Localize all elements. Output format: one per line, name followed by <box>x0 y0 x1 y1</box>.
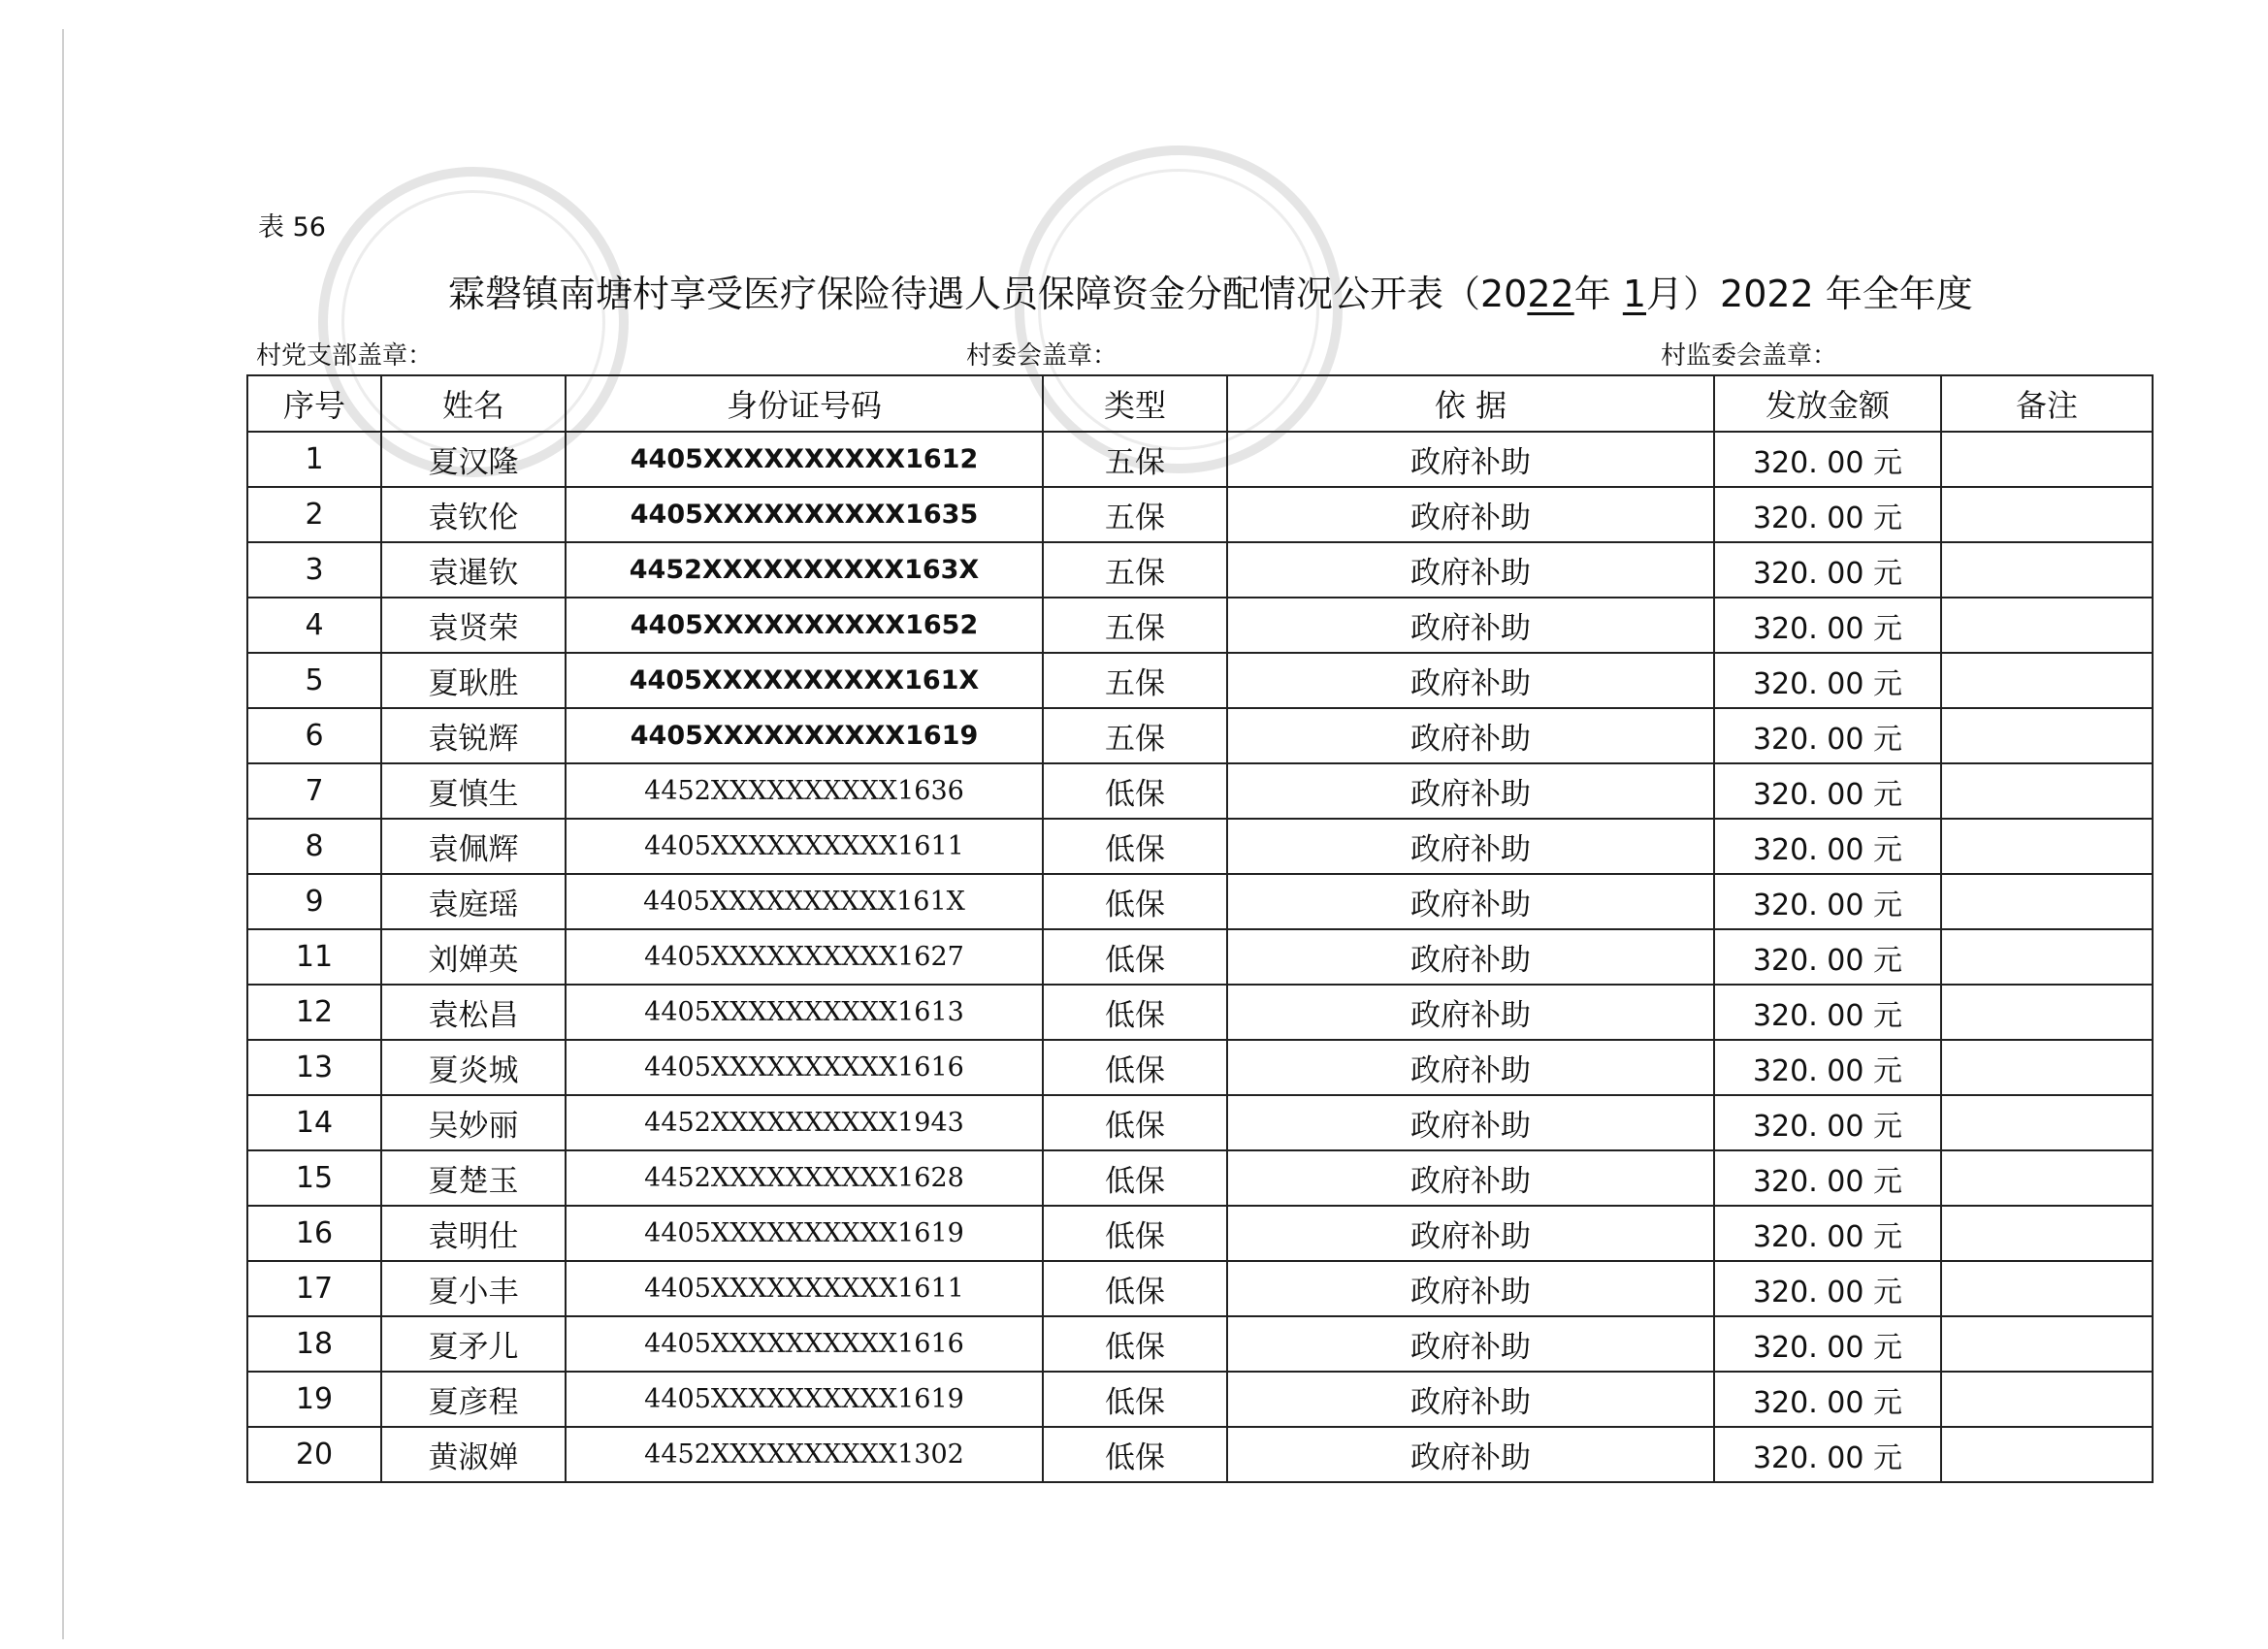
cell-basis: 政府补助 <box>1227 1316 1714 1372</box>
cell-id: 4452XXXXXXXXXX1636 <box>566 763 1043 819</box>
cell-id: 4405XXXXXXXXXX1619 <box>566 1372 1043 1427</box>
cell-note <box>1941 763 2153 819</box>
cell-no: 9 <box>247 874 381 929</box>
cell-amount: 320. 00 元 <box>1714 985 1941 1040</box>
cell-note <box>1941 819 2153 874</box>
table-row <box>247 1372 2153 1427</box>
cell-no: 2 <box>247 487 381 542</box>
header-basis: 依 据 <box>1227 375 1714 432</box>
cell-type: 低保 <box>1043 1427 1227 1482</box>
cell-type: 低保 <box>1043 1261 1227 1316</box>
cell-id: 4405XXXXXXXXXX1611 <box>566 819 1043 874</box>
cell-type: 低保 <box>1043 1095 1227 1150</box>
cell-amount: 320. 00 元 <box>1714 1095 1941 1150</box>
cell-name: 夏汉隆 <box>381 432 566 487</box>
cell-type: 低保 <box>1043 1372 1227 1427</box>
cell-name: 袁明仕 <box>381 1206 566 1261</box>
cell-basis: 政府补助 <box>1227 985 1714 1040</box>
cell-name: 夏慎生 <box>381 763 566 819</box>
cell-note <box>1941 1427 2153 1482</box>
cell-basis: 政府补助 <box>1227 432 1714 487</box>
table-row <box>247 1427 2153 1482</box>
title-year-unit: 年 <box>1573 273 1611 315</box>
cell-name: 吴妙丽 <box>381 1095 566 1150</box>
cell-type: 低保 <box>1043 874 1227 929</box>
cell-basis: 政府补助 <box>1227 819 1714 874</box>
cell-basis: 政府补助 <box>1227 874 1714 929</box>
cell-no: 17 <box>247 1261 381 1316</box>
header-amount: 发放金额 <box>1714 375 1941 432</box>
cell-no: 8 <box>247 819 381 874</box>
cell-amount: 320. 00 元 <box>1714 542 1941 598</box>
cell-basis: 政府补助 <box>1227 653 1714 708</box>
cell-no: 3 <box>247 542 381 598</box>
title-month-underlined: 1 <box>1622 273 1647 315</box>
cell-name: 夏小丰 <box>381 1261 566 1316</box>
cell-note <box>1941 1372 2153 1427</box>
cell-type: 五保 <box>1043 653 1227 708</box>
cell-no: 12 <box>247 985 381 1040</box>
document-title <box>448 264 1973 317</box>
table-row <box>247 1206 2153 1261</box>
cell-type: 低保 <box>1043 1206 1227 1261</box>
cell-type: 低保 <box>1043 763 1227 819</box>
cell-note <box>1941 598 2153 653</box>
cell-name: 刘婵英 <box>381 929 566 985</box>
cell-id: 4405XXXXXXXXXX1652 <box>566 598 1043 653</box>
table-row <box>247 1261 2153 1316</box>
table-row <box>247 487 2153 542</box>
table-row <box>247 1150 2153 1206</box>
cell-amount: 320. 00 元 <box>1714 708 1941 763</box>
cell-id: 4405XXXXXXXXXX1616 <box>566 1316 1043 1372</box>
cell-basis: 政府补助 <box>1227 1150 1714 1206</box>
cell-name: 袁钦伦 <box>381 487 566 542</box>
cell-type: 低保 <box>1043 1040 1227 1095</box>
title-tail: 月）2022 年全年度 <box>1646 273 1973 315</box>
cell-amount: 320. 00 元 <box>1714 819 1941 874</box>
cell-no: 4 <box>247 598 381 653</box>
cell-name: 袁庭瑶 <box>381 874 566 929</box>
cell-id: 4405XXXXXXXXXX1612 <box>566 432 1043 487</box>
table-row <box>247 985 2153 1040</box>
cell-basis: 政府补助 <box>1227 1206 1714 1261</box>
header-no: 序号 <box>247 375 381 432</box>
table-row <box>247 708 2153 763</box>
cell-basis: 政府补助 <box>1227 708 1714 763</box>
header-type: 类型 <box>1043 375 1227 432</box>
cell-type: 五保 <box>1043 542 1227 598</box>
table-row <box>247 542 2153 598</box>
cell-note <box>1941 929 2153 985</box>
cell-no: 7 <box>247 763 381 819</box>
cell-amount: 320. 00 元 <box>1714 1427 1941 1482</box>
table-row <box>247 432 2153 487</box>
cell-note <box>1941 1261 2153 1316</box>
cell-id: 4405XXXXXXXXXX161X <box>566 874 1043 929</box>
cell-note <box>1941 874 2153 929</box>
cell-id: 4405XXXXXXXXXX1619 <box>566 708 1043 763</box>
cell-name: 黄淑婵 <box>381 1427 566 1482</box>
cell-type: 五保 <box>1043 432 1227 487</box>
cell-basis: 政府补助 <box>1227 542 1714 598</box>
cell-name: 夏耿胜 <box>381 653 566 708</box>
cell-amount: 320. 00 元 <box>1714 487 1941 542</box>
cell-amount: 320. 00 元 <box>1714 929 1941 985</box>
cell-id: 4452XXXXXXXXXX1943 <box>566 1095 1043 1150</box>
header-note: 备注 <box>1941 375 2153 432</box>
table-header <box>247 375 2153 432</box>
cell-no: 6 <box>247 708 381 763</box>
cell-type: 低保 <box>1043 1316 1227 1372</box>
table-row <box>247 1040 2153 1095</box>
title-year-underlined: 22 <box>1527 273 1574 315</box>
cell-note <box>1941 1206 2153 1261</box>
cell-type: 五保 <box>1043 708 1227 763</box>
cell-name: 夏彦程 <box>381 1372 566 1427</box>
cell-type: 低保 <box>1043 1150 1227 1206</box>
cell-type: 低保 <box>1043 929 1227 985</box>
cell-note <box>1941 1316 2153 1372</box>
table-row <box>247 598 2153 653</box>
party-branch-seal-label: 村党支部盖章： <box>256 341 434 371</box>
cell-amount: 320. 00 元 <box>1714 432 1941 487</box>
cell-basis: 政府补助 <box>1227 598 1714 653</box>
cell-name: 袁佩辉 <box>381 819 566 874</box>
table-row <box>247 1316 2153 1372</box>
title-lead: 霖磐镇南塘村享受医疗保险待遇人员保障资金分配情况公开表（20 <box>448 273 1528 315</box>
cell-amount: 320. 00 元 <box>1714 653 1941 708</box>
cell-note <box>1941 708 2153 763</box>
cell-id: 4452XXXXXXXXXX163X <box>566 542 1043 598</box>
cell-amount: 320. 00 元 <box>1714 763 1941 819</box>
cell-no: 20 <box>247 1427 381 1482</box>
cell-note <box>1941 985 2153 1040</box>
cell-amount: 320. 00 元 <box>1714 598 1941 653</box>
table-row <box>247 874 2153 929</box>
cell-basis: 政府补助 <box>1227 929 1714 985</box>
header-name: 姓名 <box>381 375 566 432</box>
table-row <box>247 1095 2153 1150</box>
village-committee-seal-label: 村委会盖章： <box>966 341 1118 371</box>
cell-id: 4405XXXXXXXXXX1627 <box>566 929 1043 985</box>
cell-name: 袁贤荣 <box>381 598 566 653</box>
cell-amount: 320. 00 元 <box>1714 1206 1941 1261</box>
cell-no: 5 <box>247 653 381 708</box>
cell-note <box>1941 1095 2153 1150</box>
cell-no: 13 <box>247 1040 381 1095</box>
cell-no: 1 <box>247 432 381 487</box>
cell-type: 低保 <box>1043 819 1227 874</box>
cell-id: 4452XXXXXXXXXX1628 <box>566 1150 1043 1206</box>
cell-name: 夏楚玉 <box>381 1150 566 1206</box>
cell-id: 4405XXXXXXXXXX1616 <box>566 1040 1043 1095</box>
table-row <box>247 929 2153 985</box>
cell-name: 袁锐辉 <box>381 708 566 763</box>
cell-note <box>1941 432 2153 487</box>
table-row <box>247 763 2153 819</box>
table-row <box>247 819 2153 874</box>
scan-edge-line <box>62 29 64 1639</box>
cell-id: 4405XXXXXXXXXX161X <box>566 653 1043 708</box>
cell-no: 19 <box>247 1372 381 1427</box>
cell-basis: 政府补助 <box>1227 1372 1714 1427</box>
table-number: 表 56 <box>258 212 326 242</box>
cell-type: 五保 <box>1043 487 1227 542</box>
cell-basis: 政府补助 <box>1227 487 1714 542</box>
cell-no: 11 <box>247 929 381 985</box>
cell-note <box>1941 542 2153 598</box>
cell-type: 低保 <box>1043 985 1227 1040</box>
table-row <box>247 653 2153 708</box>
header-row <box>247 375 2153 432</box>
cell-amount: 320. 00 元 <box>1714 1316 1941 1372</box>
cell-name: 袁松昌 <box>381 985 566 1040</box>
cell-note <box>1941 653 2153 708</box>
cell-name: 袁暹钦 <box>381 542 566 598</box>
cell-name: 夏炎城 <box>381 1040 566 1095</box>
cell-basis: 政府补助 <box>1227 1095 1714 1150</box>
header-id: 身份证号码 <box>566 375 1043 432</box>
cell-id: 4452XXXXXXXXXX1302 <box>566 1427 1043 1482</box>
cell-id: 4405XXXXXXXXXX1635 <box>566 487 1043 542</box>
cell-no: 15 <box>247 1150 381 1206</box>
cell-note <box>1941 487 2153 542</box>
cell-no: 18 <box>247 1316 381 1372</box>
cell-no: 16 <box>247 1206 381 1261</box>
cell-amount: 320. 00 元 <box>1714 874 1941 929</box>
supervision-committee-seal-label: 村监委会盖章： <box>1661 341 1838 371</box>
cell-note <box>1941 1150 2153 1206</box>
cell-basis: 政府补助 <box>1227 763 1714 819</box>
cell-name: 夏矛儿 <box>381 1316 566 1372</box>
cell-id: 4405XXXXXXXXXX1619 <box>566 1206 1043 1261</box>
cell-amount: 320. 00 元 <box>1714 1261 1941 1316</box>
cell-amount: 320. 00 元 <box>1714 1150 1941 1206</box>
cell-type: 五保 <box>1043 598 1227 653</box>
cell-id: 4405XXXXXXXXXX1613 <box>566 985 1043 1040</box>
cell-basis: 政府补助 <box>1227 1261 1714 1316</box>
cell-amount: 320. 00 元 <box>1714 1040 1941 1095</box>
table-body <box>247 432 2153 1482</box>
recipient-table <box>246 374 2154 1483</box>
cell-amount: 320. 00 元 <box>1714 1372 1941 1427</box>
cell-basis: 政府补助 <box>1227 1427 1714 1482</box>
cell-id: 4405XXXXXXXXXX1611 <box>566 1261 1043 1316</box>
cell-basis: 政府补助 <box>1227 1040 1714 1095</box>
cell-no: 14 <box>247 1095 381 1150</box>
cell-note <box>1941 1040 2153 1095</box>
